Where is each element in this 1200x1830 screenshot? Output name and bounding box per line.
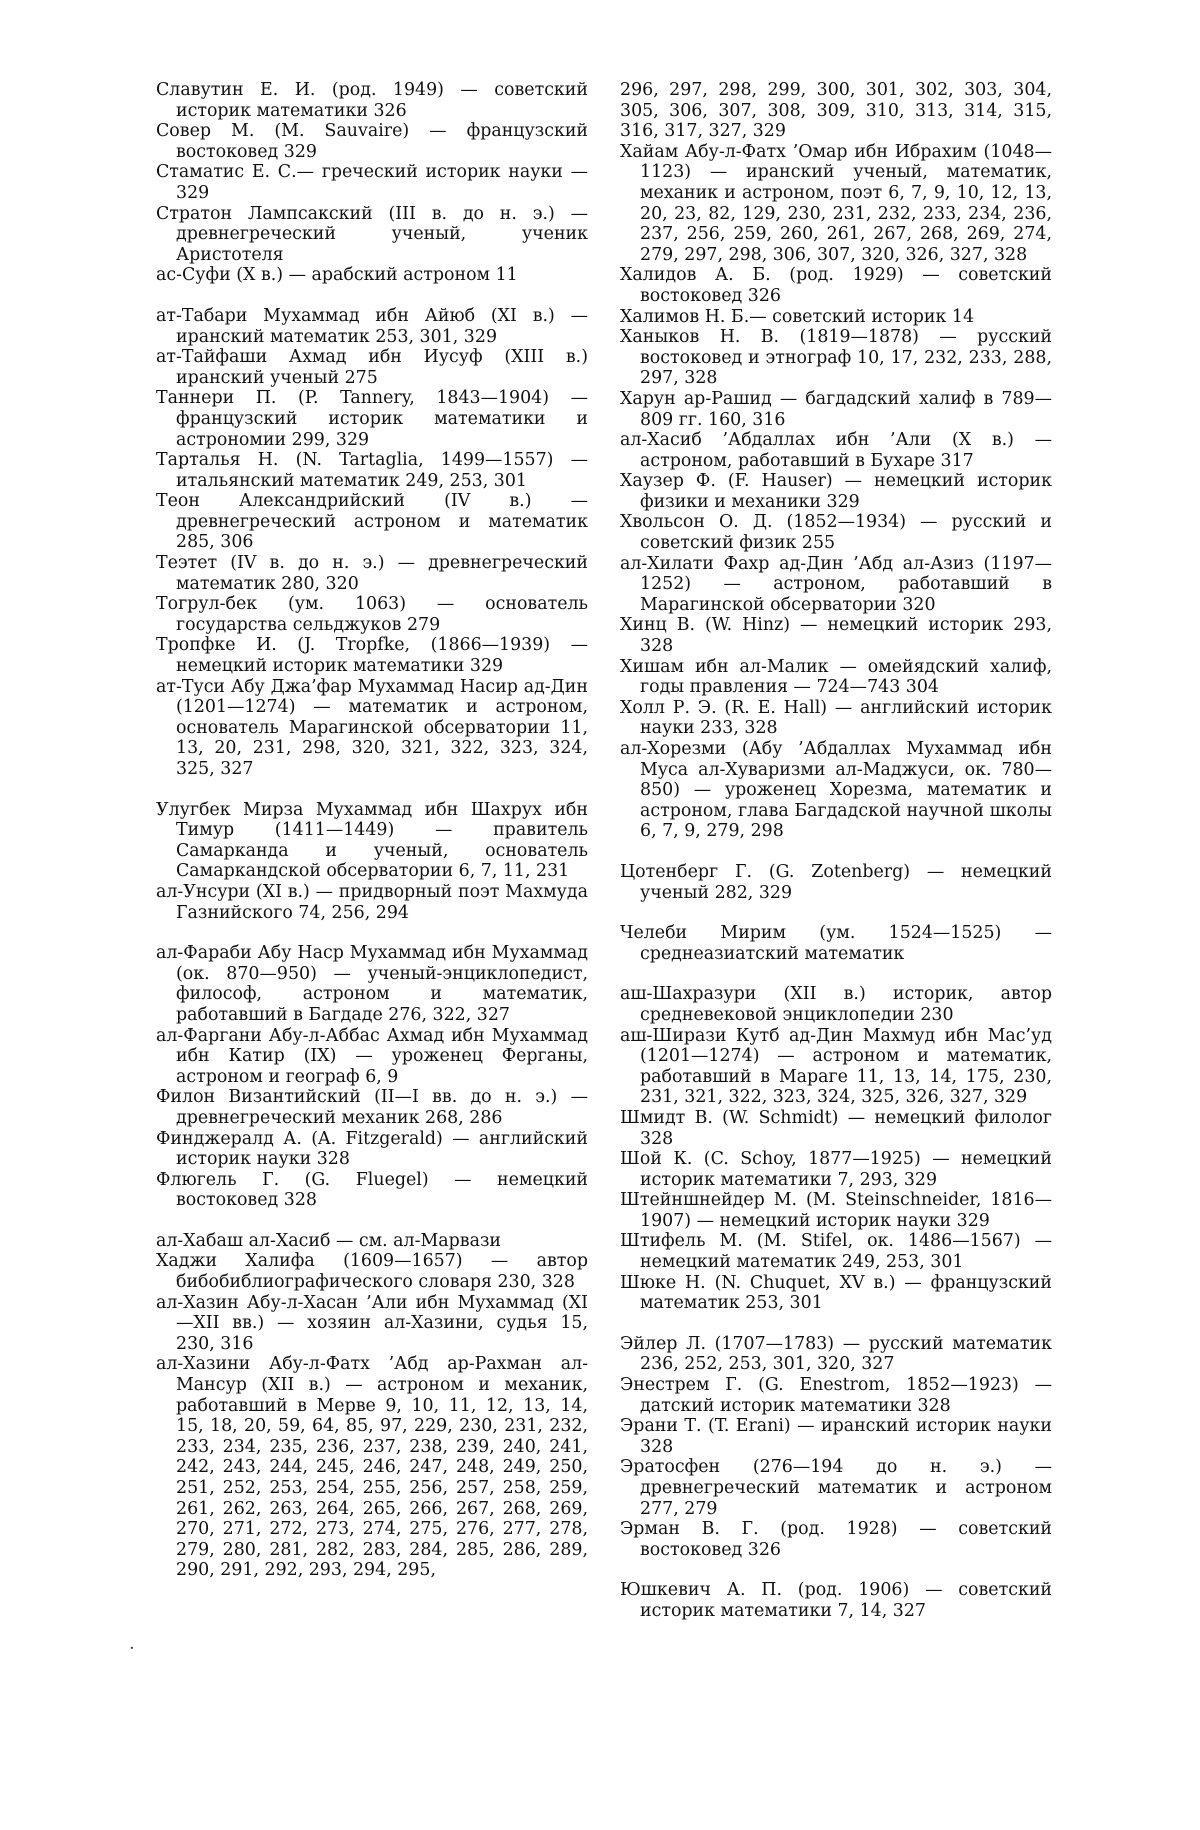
index-entry: Шой К. (C. Schoy, 1877—1925) — немецкий историк математики 7, 293, 329 [620, 1149, 1052, 1190]
index-column-right [620, 80, 1052, 1622]
index-entry: Эйлер Л. (1707—1783) — русский математик 236, 252, 253, 301, 320, 327 [620, 1333, 1052, 1375]
index-entry: Харун ар-Рашид — багдадский халиф в 789—809 гг. 160, 316 [620, 388, 1052, 430]
index-entry: ал-Хазини Абу-л-Фатх ’Абд ар-Рахман ал-Мансур (XII в.) — астроном и механик, работавший в Мерве 9, 10, 11, 12, 13, 14, 15, 18, 20, 59, 64, 85, 97, 229, 230, 231, 232, 233, 234, 235, 236, 237, 238, 239, 240, 241, 242, 243, 244, 245, 246, 247, 248, 249, 250, 251, 252, 253, 254, 255, 256, 257, 258, 259, 261, 262, 263, 264, 265, 266, 267, 268, 269, 270, 271, 272, 273, 274, 275, 276, 277, 278, 279, 280, 281, 282, 283, 284, 285, 286, 289, 290, 291, 292, 293, 294, 295, [156, 1354, 588, 1581]
index-entry: Тогрул-бек (ум. 1063) — основатель государства сельджуков 279 [156, 594, 588, 635]
index-column-left [156, 80, 588, 1581]
index-entry: Славутин Е. И. (род. 1949) — советский историк математики 326 [156, 80, 588, 121]
index-entry: ал-Хасиб ’Абдаллах ибн ’Али (Х в.) — астроном, работавший в Бухаре 317 [620, 430, 1052, 471]
index-entry: Ханыков Н. В. (1819—1878) — русский востоковед и этнограф 10, 17, 232, 233, 288, 297, 328 [620, 327, 1052, 389]
index-entry: ал-Хазин Абу-л-Хасан ’Али ибн Мухаммад (XI—XII вв.) — хозяин ал-Хазини, судья 15, 230, 316 [156, 1292, 588, 1354]
index-entry: Хаузер Ф. (F. Hauser) — немецкий историк физики и механики 329 [620, 471, 1052, 512]
index-entry: ал-Хорезми (Абу ’Абдаллах Мухаммад ибн Муса ал-Хуваризми ал-Маджуси, ок. 780—850) — уроженец Хорезма, математик и астроном, глава Багдадской научной школы 6, 7, 9, 279, 298 [620, 739, 1052, 842]
index-entry: Тропфке И. (J. Tropfke, (1866—1939) — немецкий историк математики 329 [156, 635, 588, 677]
index-entry: ал-Хилати Фахр ад-Дин ’Абд ал-Азиз (1197—1252) — астроном, работавший в Марагинской обсерватории 320 [620, 553, 1052, 615]
index-entry: Эрани Т. (T. Erani) — иранский историк науки 328 [620, 1416, 1052, 1457]
index-entry: Теэтет (IV в. до н. э.) — древнегреческий математик 280, 320 [156, 553, 588, 594]
index-entry: ал-Хабаш ал-Хасиб — см. ал-Марвази [156, 1230, 502, 1251]
index-entry: Совер М. (M. Sauvaire) — французский востоковед 329 [156, 121, 588, 162]
index-entry: Холл Р. Э. (R. E. Hall) — английский историк науки 233, 328 [620, 697, 1052, 739]
index-entry: ал-Фараби Абу Наср Мухаммад ибн Мухаммад (ок. 870—950) — ученый-энциклопедист, философ, астроном и математик, работавший в Багдаде 276, 322, 327 [156, 943, 588, 1025]
index-entry: Челеби Мирим (ум. 1524—1525) — среднеазиатский математик [620, 923, 1052, 964]
index-entry: Эрман В. Г. (род. 1928) — советский востоковед 326 [620, 1519, 1052, 1560]
index-entry: Хинц В. (W. Hinz) — немецкий историк 293, 328 [620, 615, 1052, 657]
index-entry: ал-Фаргани Абу-л-Аббас Ахмад ибн Мухаммад ибн Катир (IX) — уроженец Ферганы, астроном и географ 6, 9 [156, 1025, 588, 1087]
index-entry: Штифель М. (M. Stifel, ок. 1486—1567) — немецкий математик 249, 253, 301 [620, 1231, 1052, 1273]
index-entry: аш-Шахразури (XII в.) историк, автор средневековой энциклопедии 230 [620, 984, 1052, 1025]
index-entry: Юшкевич А. П. (род. 1906) — советский историк математики 7, 14, 327 [620, 1580, 1052, 1621]
index-entry: ал-Унсури (XI в.) — придворный поэт Махмуда Газнийского 74, 256, 294 [156, 881, 588, 923]
index-entry: Флюгель Г. (G. Fluegel) — немецкий востоковед 328 [156, 1169, 588, 1211]
index-entry: Таннери П. (P. Tannery, 1843—1904) — французский историк математики и астрономии 299, 329 [156, 388, 588, 450]
index-entry: Стаматис Е. С.— греческий историк науки — 329 [156, 162, 588, 203]
index-entry: Халидов А. Б. (род. 1929) — советский востоковед 326 [620, 265, 1052, 306]
index-entry: ат-Тайфаши Ахмад ибн Иусуф (XIII в.) иранский ученый 275 [156, 347, 588, 388]
index-entry: Шюке Н. (N. Chuquet, XV в.) — французский математик 253, 301 [620, 1272, 1052, 1314]
index-entry: Хаджи Халифа (1609—1657) — автор бибобиблиографического словаря 230, 328 [156, 1251, 588, 1293]
index-entry: Штейншнейдер М. (M. Steinschneider, 1816—1907) — немецкий историк науки 329 [620, 1190, 1052, 1231]
index-entry: Хайам Абу-л-Фатх ’Омар ибн Ибрахим (1048—1123) — иранский ученый, математик, механик и астроном, поэт 6, 7, 9, 10, 12, 13, 20, 23, 82, 129, 230, 231, 232, 233, 234, 236, 237, 256, 259, 260, 261, 267, 268, 269, 274, 279, 297, 298, 306, 307, 320, 326, 327, 328 [620, 141, 1052, 265]
index-entry: Теон Александрийский (IV в.) — древнегреческий астроном и математик 285, 306 [156, 491, 588, 553]
index-entry: ат-Табари Мухаммад ибн Айюб (XI в.) — иранский математик 253, 301, 329 [156, 305, 588, 347]
index-entry: Филон Византийский (II—I вв. до н. э.) — древнегреческий механик 268, 286 [156, 1087, 588, 1128]
index-entry: Финджералд А. (A. Fitzgerald) — английский историк науки 328 [156, 1128, 588, 1170]
index-entry: Цотенберг Г. (G. Zotenberg) — немецкий ученый 282, 329 [620, 861, 1052, 903]
index-entry: Стратон Лампсакский (III в. до н. э.) — древнегреческий ученый, ученик Аристотеля [156, 203, 588, 265]
index-entry: Хвольсон О. Д. (1852—1934) — русский и советский физик 255 [620, 512, 1052, 554]
index-entry: Шмидт В. (W. Schmidt) — немецкий филолог 328 [620, 1107, 1052, 1149]
index-entry: Энестрем Г. (G. Enestrom, 1852—1923) — датский историк математики 328 [620, 1375, 1052, 1416]
index-entry: Улугбек Мирза Мухаммад ибн Шахрух ибн Тимур (1411—1449) — правитель Самарканда и ученый, основатель Самаркандской обсерватории 6, 7, 11, 231 [156, 799, 588, 882]
index-entry: Тарталья Н. (N. Tartaglia, 1499—1557) — итальянский математик 249, 253, 301 [156, 450, 588, 491]
index-entry: аш-Ширази Кутб ад-Дин Махмуд ибн Мас’уд (1201—1274) — астроном и математик, работавший в Мараге 11, 13, 14, 175, 230, 231, 321, 322, 323, 324, 325, 326, 327, 329 [620, 1025, 1052, 1108]
stray-mark: · [129, 1638, 135, 1659]
index-entry: ат-Туси Абу Джа’фар Мухаммад Насир ад-Дин (1201—1274) — математик и астроном, основатель Марагинской обсерватории 11, 13, 20, 231, 298, 320, 321, 322, 323, 324, 325, 327 [156, 676, 588, 779]
index-entry: Халимов Н. Б.— советский историк 14 [620, 306, 975, 327]
index-entry: 296, 297, 298, 299, 300, 301, 302, 303, 304, 305, 306, 307, 308, 309, 310, 313, 314, 315, 316, 317, 327, 329 [620, 80, 1052, 142]
index-entry: ас-Суфи (Х в.) — арабский астроном 11 [156, 265, 518, 286]
index-entry: Хишам ибн ал-Малик — омейядский халиф, годы правления — 724—743 304 [620, 656, 1052, 698]
index-entry: Эратосфен (276—194 до н. э.) — древнегреческий математик и астроном 277, 279 [620, 1457, 1052, 1519]
